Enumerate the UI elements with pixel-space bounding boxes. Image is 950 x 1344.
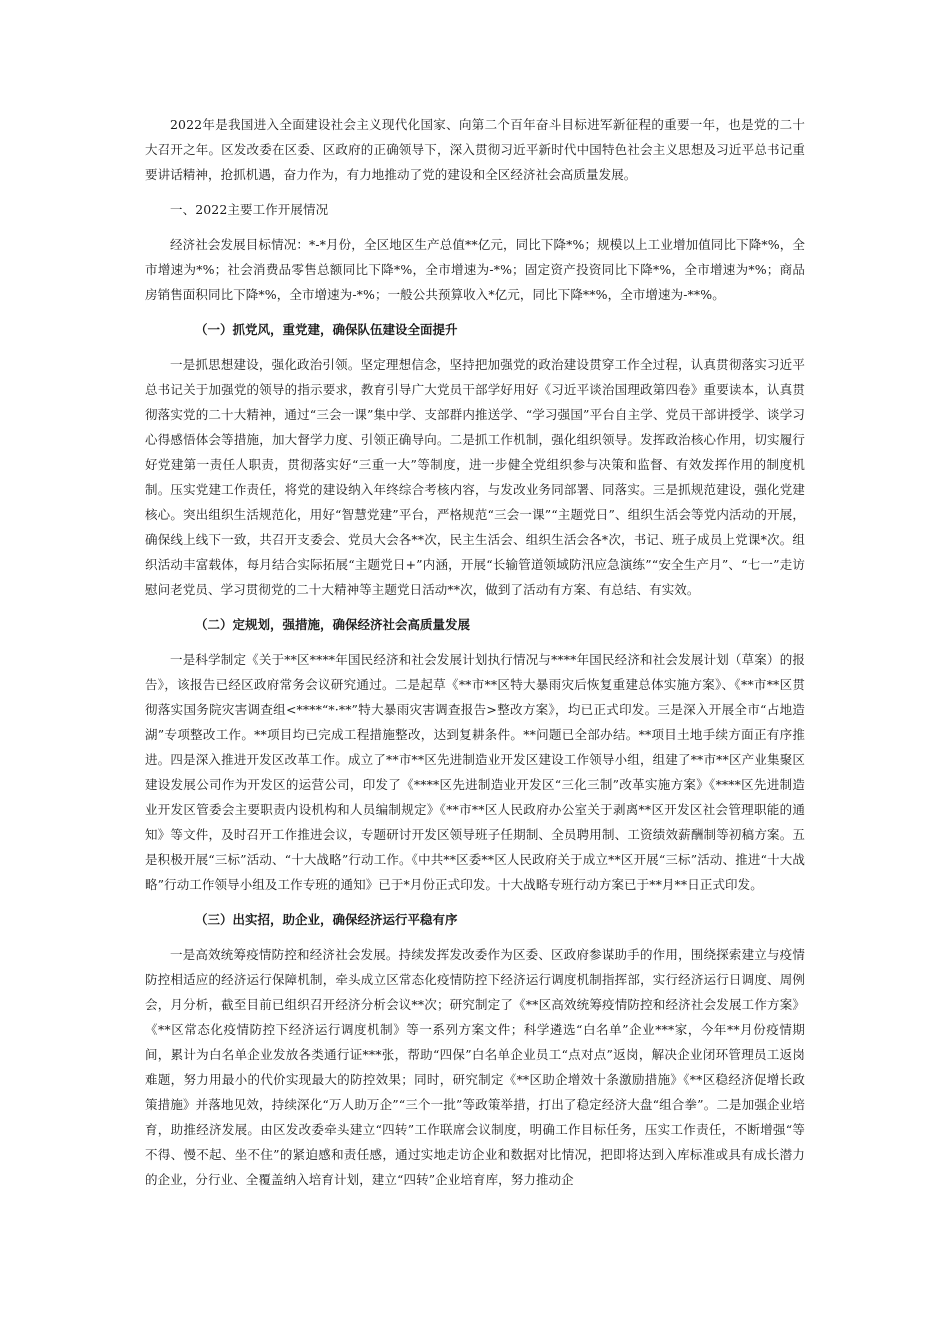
heading-planning: （二）定规划，强措施，确保经济社会高质量发展 <box>195 617 471 632</box>
party-building-paragraph: 一是抓思想建设，强化政治引领。坚定理想信念，坚持把加强党的政治建设贯穿工作全过程，认真贯彻落实习近平总书记关于加强党的领导的指示要求，教育引导广大党员干部学好用好《习近平谈治国理政第四卷》重要读本，认真贯彻落实党的二十大精神，通过“三会一课”集中学、支部群内推送学、“学习强国”平台自主学、党员干部讲授学、谈学习心得感悟体会等措施，加大督学力度、引领正确导向。二是抓工作机制，强化组织领导。发挥政治核心作用，切实履行好党建第一责任人职责，贯彻落实好“三重一大”等制度，进一步健全党组织参与决策和监督、有效发挥作用的制度机制。压实党建工作责任，将党的建设纳入年终综合考核内容，与发改业务同部署、同落实。三是抓规范建设，强化党建核心。突出组织生活规范化，用好“智慧党建”平台，严格规范“三会一课”“主题党日”、组织生活会等党内活动的开展，确保线上线下一致，共召开支委会、党员大会各**次，民主生活会、组织生活会各*次，书记、班子成员上党课*次。组织活动丰富载体，每月结合实际拓展“主题党日+”内涵，开展“长输管道领域防汛应急演练”“安全生产月”、“七一”走访慰问老党员、学习贯彻党的二十大精神等主题党日活动**次，做到了活动有方案、有总结、有实效。 <box>145 357 805 597</box>
enterprise-support-paragraph: 一是高效统筹疫情防控和经济社会发展。持续发挥发改委作为区委、区政府参谋助手的作用，围绕探索建立与疫情防控相适应的经济运行保障机制，牵头成立区常态化疫情防控下经济运行调度机制指挥部，实行经济运行日调度、周例会，月分析，截至目前已组织召开经济分析会议**次；研究制定了《**区高效统筹疫情防控和经济社会发展工作方案》《**区常态化疫情防控下经济运行调度机制》等一系列方案文件；科学遴选“白名单”企业***家，今年**月份疫情期间，累计为白名单企业发放各类通行证***张，帮助“四保”白名单企业员工“点对点”返岗，解决企业闭环管理员工返岗难题，努力用最小的代价实现最大的防控效果；同时，研究制定《**区助企增效十条激励措施》《**区稳经济促增长政策措施》并落地见效，持续深化“万人助万企”“三个一批”等政策举措，打出了稳定经济大盘“组合拳”。二是加强企业培育，助推经济发展。由区发改委牵头建立“四转”工作联席会议制度，明确工作目标任务，压实工作责任，不断增强“等不得、慢不起、坐不住”的紧迫感和责任感，通过实地走访企业和数据对比情况，把即将达到入库标准或具有成长潜力的企业，分行业、全覆盖纳入培育计划，建立“四转”企业培育库，努力推动企 <box>145 947 805 1187</box>
heading-enterprise-support: （三）出实招，助企业，确保经济运行平稳有序 <box>195 912 458 927</box>
document-body <box>145 112 805 1202</box>
planning-paragraph: 一是科学制定《关于**区****年国民经济和社会发展计划执行情况与****年国民经济和社会发展计划（草案）的报告》，该报告已经区政府常务会议研究通过。二是起草《**市**区特大暴雨灾后恢复重建总体实施方案》、《**市**区贯彻落实国务院灾害调查组<****“*·**”特大暴雨灾害调查报告>整改方案》，均已正式印发。三是深入开展全市“占地造湖”专项整改工作。**项目均已完成工程措施整改，达到复耕条件。**问题已全部办结。**项目土地手续方面正有序推进。四是深入推进开发区改革工作。成立了**市**区先进制造业开发区建设工作领导小组，组建了**市**区产业集聚区建设发展公司作为开发区的运营公司，印发了《****区先进制造业开发区“三化三制”改革实施方案》《****区先进制造业开发区管委会主要职责内设机构和人员编制规定》《**市**区人民政府办公室关于剥离**区开发区社会管理职能的通知》等文件，及时召开工作推进会议，专题研讨开发区领导班子任期制、全员聘用制、工资绩效薪酬制等初稿方案。五是积极开展“三标”活动、“十大战略”行动工作。《中共**区委**区人民政府关于成立**区开展“三标”活动、推进“十大战略”行动工作领导小组及工作专班的通知》已于*月份正式印发。十大战略专班行动方案已于**月**日正式印发。 <box>145 652 805 892</box>
intro-paragraph: 2022年是我国进入全面建设社会主义现代化国家、向第二个百年奋斗目标进军新征程的重要一年，也是党的二十大召开之年。区发改委在区委、区政府的正确领导下，深入贯彻习近平新时代中国特色社会主义思想及习近平总书记重要讲话精神，抢抓机遇，奋力作为，有力地推动了党的建设和全区经济社会高质量发展。 <box>145 117 805 182</box>
heading-party-building: （一）抓党风，重党建，确保队伍建设全面提升 <box>195 322 458 337</box>
stats-paragraph: 经济社会发展目标情况：*-*月份，全区地区生产总值**亿元，同比下降*%；规模以上工业增加值同比下降*%，全市增速为*%；社会消费品零售总额同比下降*%，全市增速为-*%；固定资产投资同比下降*%，全市增速为*%；商品房销售面积同比下降*%，全市增速为-*%；一般公共预算收入*亿元，同比下降**%，全市增速为-**%。 <box>145 237 805 302</box>
section-title: 一、2022主要工作开展情况 <box>170 202 329 217</box>
